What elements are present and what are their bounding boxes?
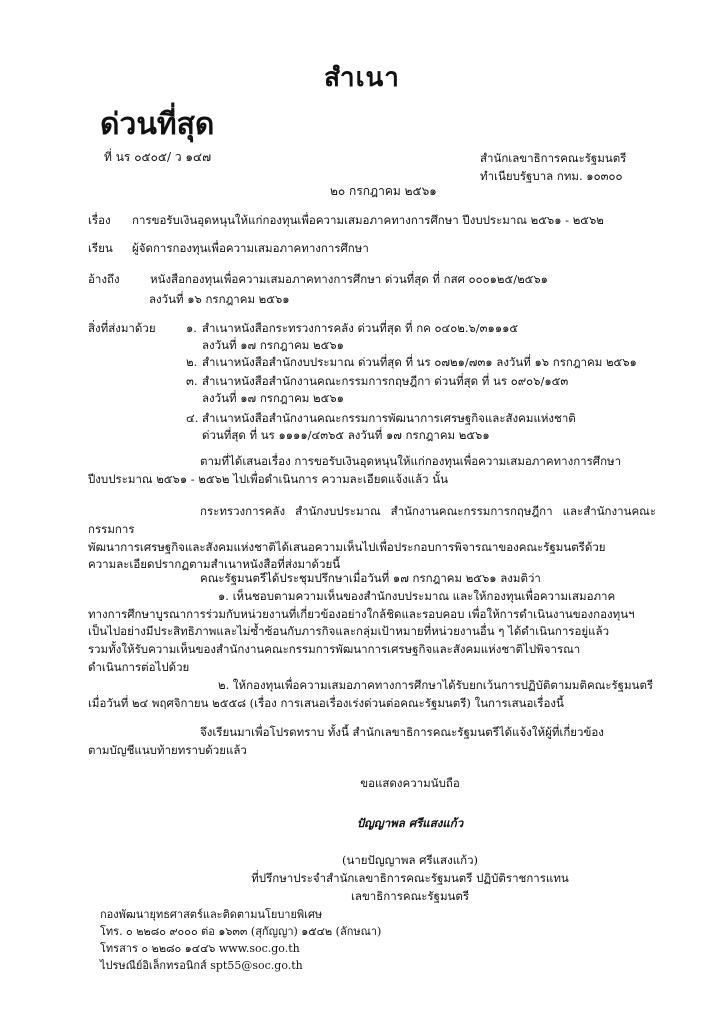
closing-phrase: ขอแสดงความนับถือ bbox=[360, 776, 460, 790]
letter-date: ๒๐ กรกฎาคม ๒๕๖๑ bbox=[330, 184, 437, 198]
agency-location: ทำเนียบรัฐบาล กทม. ๑๐๓๐๐ bbox=[480, 168, 623, 183]
reference-text: หนังสือกองทุนเพื่อความเสมอภาคทางการศึกษา ด่วนที่สุด ที่ กสศ ๐๐๐๑๒๕/๒๕๖๑ bbox=[150, 272, 548, 286]
footer-phone: โทร. ๐ ๒๒๘๐ ๙๐๐๐ ต่อ ๑๖๓๓ (สุกัญญา) ๑๕๔๒ (ลักษณา) bbox=[100, 925, 382, 939]
footer-email: ไปรษณีย์อิเล็กทรอนิกส์ spt55@soc.go.th bbox=[100, 959, 303, 973]
salutation-text: ผู้จัดการกองทุนเพื่อความเสมอภาคทางการศึกษา bbox=[132, 241, 369, 255]
reference-number: ที่ นร ๐๕๐๕/ ว ๑๔๗ bbox=[104, 150, 212, 164]
subject-label: เรื่อง bbox=[88, 213, 111, 227]
signer-name: (นายปัญญาพล ศรีแสงแก้ว) bbox=[341, 853, 479, 867]
enclosure-item: ๔. สำเนาหนังสือสำนักงานคณะกรรมการพัฒนาการเศรษฐกิจและสังคมแห่งชาติ bbox=[186, 411, 576, 425]
reference-date: ลงวันที่ ๑๖ กรกฎาคม ๒๕๖๑ bbox=[149, 292, 290, 306]
copy-mark: สำเนา bbox=[324, 63, 400, 93]
signer-title-2: เลขาธิการคณะรัฐมนตรี bbox=[350, 888, 470, 903]
agency-name: สำนักเลขาธิการคณะรัฐมนตรี bbox=[480, 151, 627, 165]
paragraph-opinions: กระทรวงการคลัง สำนักงบประมาณ สำนักงานคณะกรรมการกฤษฎีกา และสำนักงานคณะกรรมการ พัฒนาการเศรษฐกิจและสังคมแห่งชาติได้เสนอความเห็นไปเพื่อประกอบการพิจารณาของคณะรัฐมนตรีด้วย ความละเอียดปรากฏตามสำเนาหนังสือที่ส่งมาด้วยนี้ bbox=[88, 504, 656, 572]
enclosures-label: สิ่งที่ส่งมาด้วย bbox=[88, 321, 156, 335]
salutation-row bbox=[88, 241, 369, 255]
signer-block bbox=[48, 852, 724, 905]
footer-division: กองพัฒนายุทธศาสตร์และติดตามนโยบายพิเศษ bbox=[100, 908, 323, 921]
enclosure-item-cont: ลงวันที่ ๑๗ กรกฎาคม ๒๕๖๑ bbox=[202, 391, 344, 405]
reference-label: อ้างถึง bbox=[88, 272, 120, 286]
enclosure-item: ๓. สำเนาหนังสือสำนักงานคณะกรรมการกฤษฎีกา ด่วนที่สุด ที่ นร ๐๙๐๖/๑๕๓ bbox=[186, 374, 569, 388]
agency-address bbox=[480, 150, 626, 186]
subject-text: การขอรับเงินอุดหนุนให้แก่กองทุนเพื่อความเสมอภาคทางการศึกษา ปีงบประมาณ ๒๕๖๑ - ๒๕๖๒ bbox=[132, 213, 604, 227]
signer-title: ที่ปรึกษาประจำสำนักเลขาธิการคณะรัฐมนตรี ปฏิบัติราชการแทน bbox=[251, 870, 569, 885]
paragraph-background: ตามที่ได้เสนอเรื่อง การขอรับเงินอุดหนุนให้แก่กองทุนเพื่อความเสมอภาคทางการศึกษา ปีงบประมาณ ๒๕๖๑ - ๒๕๖๒ ไปเพื่อดำเนินการ ความละเอียดแจ้งแล้ว นั้น bbox=[88, 454, 622, 486]
enclosure-item-cont: ลงวันที่ ๑๗ กรกฎาคม ๒๕๖๑ bbox=[202, 338, 344, 352]
urgency-stamp: ด่วนที่สุด bbox=[100, 107, 215, 142]
paragraph-conclusion: จึงเรียนมาเพื่อโปรดทราบ ทั้งนี้ สำนักเลขาธิการคณะรัฐมนตรีได้แจ้งให้ผู้ที่เกี่ยวข้อง ตามบัญชีแนบท้ายทราบด้วยแล้ว bbox=[88, 725, 604, 757]
enclosure-item: ๑. สำเนาหนังสือกระทรวงการคลัง ด่วนที่สุด ที่ กค ๐๔๐๒.๖/๓๑๑๑๕ bbox=[186, 321, 519, 335]
enclosure-item-cont: ด่วนที่สุด ที่ นร ๑๑๑๑/๔๓๖๕ ลงวันที่ ๑๗ กรกฎาคม ๒๕๖๑ bbox=[202, 428, 490, 442]
footer-contact bbox=[100, 906, 381, 974]
signature: ปัญญาพล ศรีแสงแก้ว bbox=[356, 816, 464, 830]
subject-row bbox=[88, 213, 604, 227]
reference-row bbox=[88, 272, 548, 286]
footer-fax: โทรสาร ๐ ๒๒๘๐ ๑๔๔๖ www.soc.go.th bbox=[100, 942, 300, 956]
salutation-label: เรียน bbox=[88, 241, 113, 255]
paragraph-resolution: คณะรัฐมนตรีได้ประชุมปรึกษาเมื่อวันที่ ๑๗ กรกฎาคม ๒๕๖๑ ลงมติว่า ๑. เห็นชอบตามความเห็นของสำนักงบประมาณ และให้กองทุนเพื่อความเสมอภาค ทางการศึกษาบูรณาการร่วมกับหน่วยงานที่เกี่ยวข้องอย่างใกล้ชิดและรอบคอบ เพื่อให้การดำเนินงานของกองทุนฯ เป็นไปอย่างมีประสิทธิภาพและไม่ซ้ำซ้อนกับภารกิจและกลุ่มเป้าหมายที่หน่วยงานอื่น ๆ ได้ดำเนินการอยู่แล้ว รวมทั้งให้รับความเห็นของสำนักงานคณะกรรมการพัฒนาการเศรษฐกิจและสังคมแห่งชาติไปพิจารณา ดำเนินการต่อไปด้วย ๒. ให้กองทุนเพื่อความเสมอภาคทางการศึกษาได้รับยกเว้นการปฏิบัติตามมติคณะรัฐมนตรี เมื่อวันที่ ๒๔ พฤศจิกายน ๒๕๕๘ (เรื่อง การเสนอเรื่องเร่งด่วนต่อคณะรัฐมนตรี) ในการเสนอเรื่องนี้ bbox=[88, 571, 654, 710]
enclosure-item: ๒. สำเนาหนังสือสำนักงบประมาณ ด่วนที่สุด ที่ นร ๐๗๒๑/๗๓๑ ลงวันที่ ๑๖ กรกฎาคม ๒๕๖๑ bbox=[186, 355, 637, 369]
